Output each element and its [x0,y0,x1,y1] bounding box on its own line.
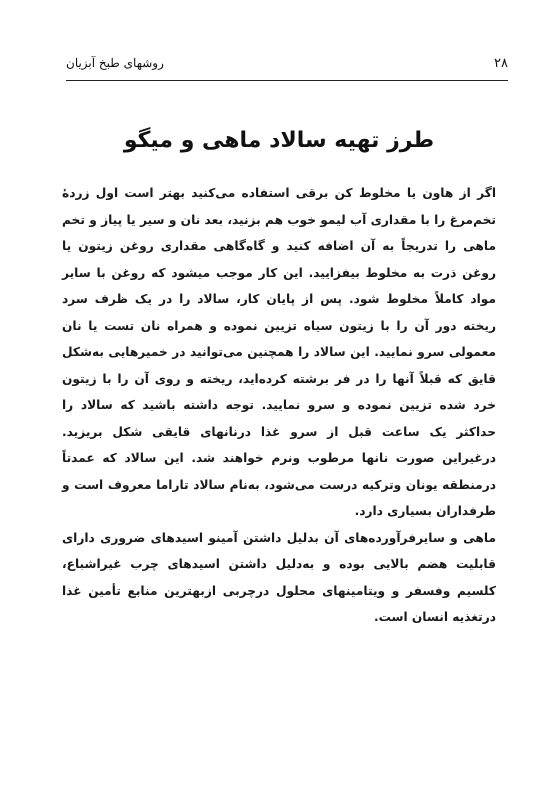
book-title: روشهای طبخ آبزیان [66,56,164,70]
paragraph: ماهی و سایرفرآورده‌های آن بدلیل داشتن آمینو اسیدهای ضروری دارای قابلیت هضم بالایی بوده و به‌دلیل داشتن اسیدهای چرب غیراشباع، کلسیم وفسفر و ویتامینهای محلول درچربی ازبهترین منابع تأمین غذا درتغذیه انسان است. [62,530,496,624]
header-rule [66,80,508,81]
paragraph: اگر از هاون یا مخلوط کن برقی استفاده می‌کنید بهتر است اول زردهٔ تخم‌مرغ را با مقداری آب لیمو خوب هم بزنید، بعد نان و سیر یا پیاز و تخم ماهی را تدریجاً به آن اضافه کنید و گاه‌گاهی مقداری روغن زیتون یا روغن ذرت به مخلوط بیفزایید. این کار موجب میشود که روغن با سایر مواد کاملاً مخلوط شود. پس از پایان کار، سالاد را در یک ظرف سرد ریخته دور آن را با زیتون سیاه تزیین نموده و همراه نان تست یا نان معمولی سرو نمایید. این سالاد را همچنین می‌توانید در خمیرهایی به‌شکل قایق که قبلاً آنها را در فر برشته کرده‌اید، ریخته و روی آن را با زیتون خرد شده تزیین نموده و سرو نمایید. توجه داشته باشید که سالاد را حداکثر یک ساعت قبل از سرو غذا درنانهای قایقی شکل بریزید. درغیراین صورت نانها مرطوب ونرم خواهند شد. این سالاد که عمدتاً درمنطقه یونان وترکیه درست می‌شود، به‌نام سالاد تاراما معروف است و طرفداران بسیاری دارد. [62,186,496,518]
chapter-title: طرز تهیه سالاد ماهی و میگو [123,128,435,153]
page-number: ۲۸ [494,56,508,71]
running-header [66,52,508,76]
body-text [62,180,496,631]
